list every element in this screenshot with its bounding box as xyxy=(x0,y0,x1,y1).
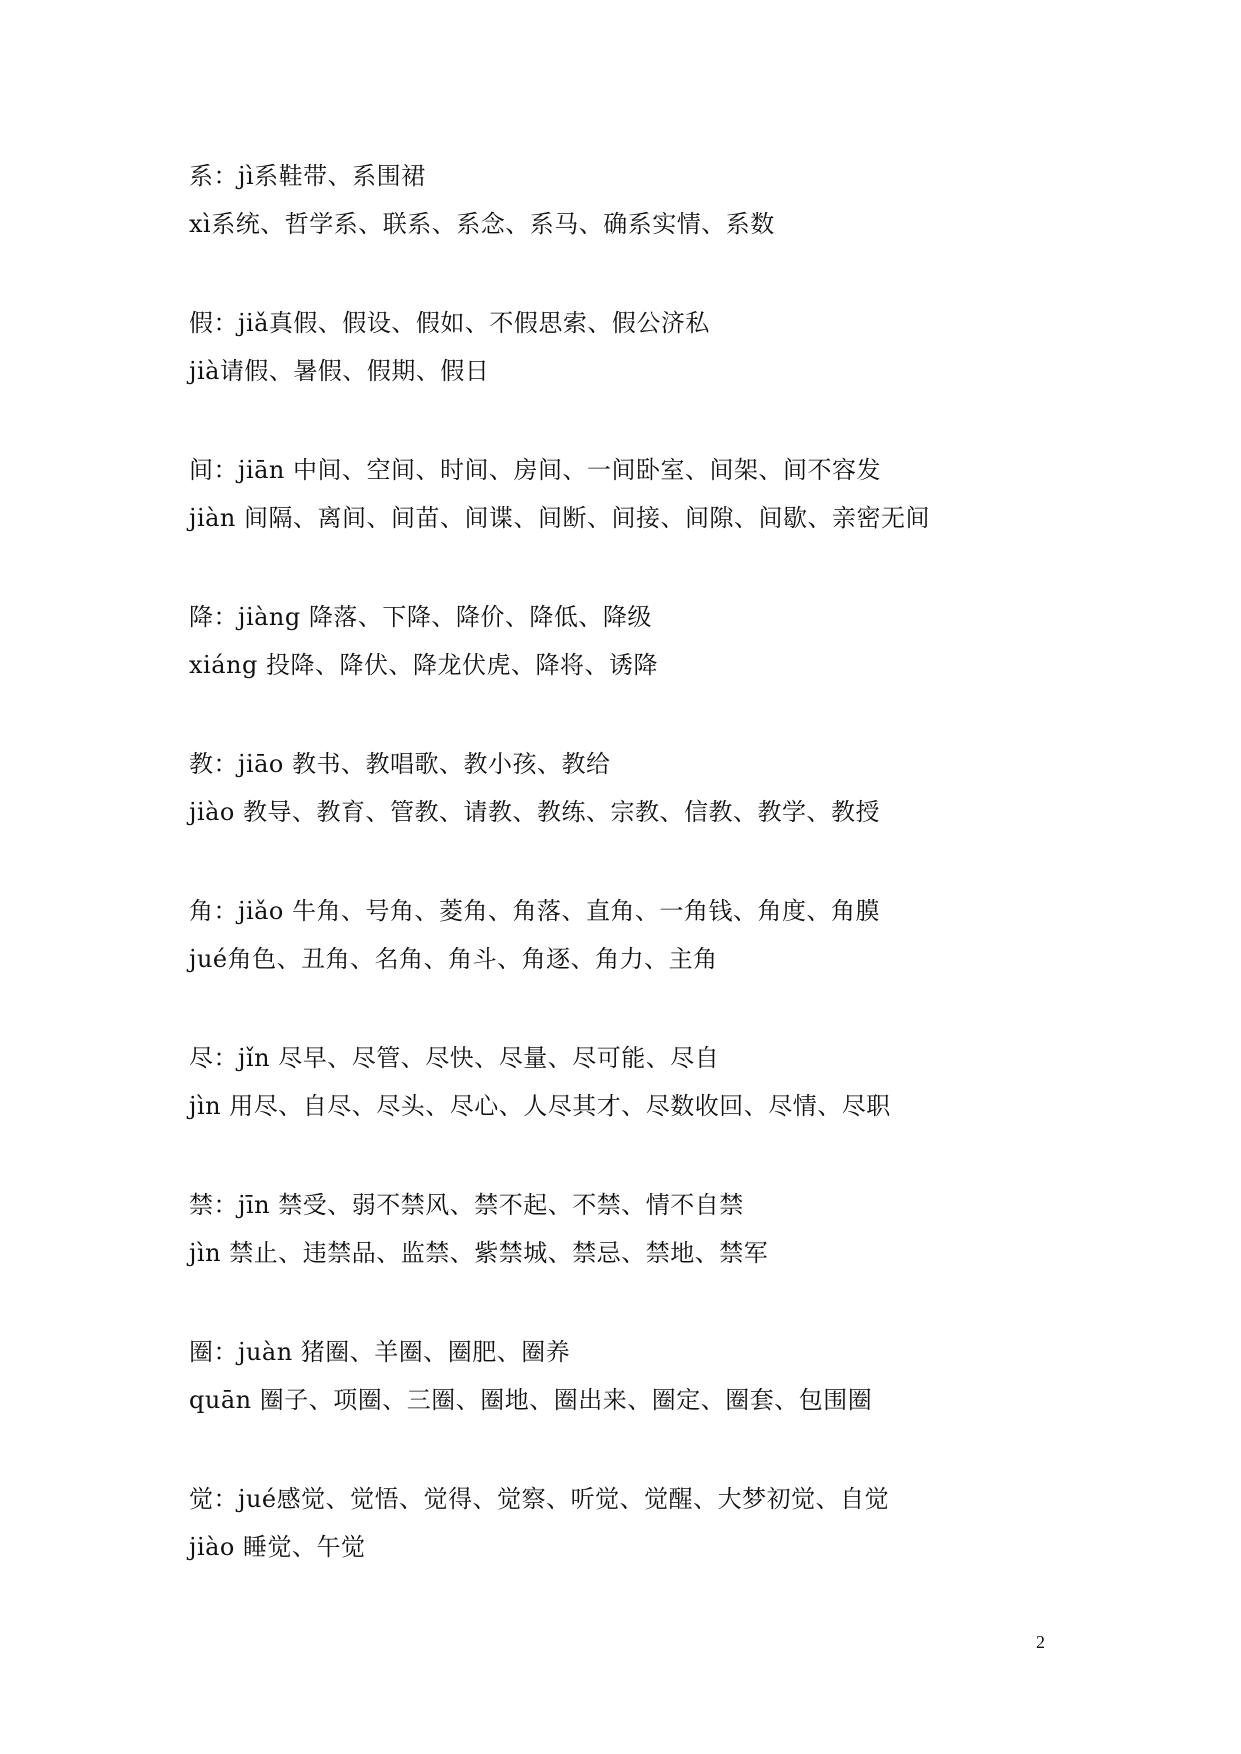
reading-line: jiào 教导、教育、管教、请教、教练、宗教、信教、教学、教授 xyxy=(189,798,881,826)
reading-line: jué角色、丑角、名角、角斗、角逐、角力、主角 xyxy=(189,945,718,973)
reading-line: quān 圈子、项圈、三圈、圈地、圈出来、圈定、圈套、包围圈 xyxy=(189,1386,873,1414)
entry-jiao-horn xyxy=(189,887,1169,1034)
entry-jin-exhaust xyxy=(189,1034,1169,1181)
reading-line: xì系统、哲学系、联系、系念、系马、确系实情、系数 xyxy=(189,210,775,238)
entry-jian xyxy=(189,446,1169,593)
entry-quan xyxy=(189,1328,1169,1475)
reading-line: jiàn 间隔、离间、间苗、间谍、间断、间接、间隙、间歇、亲密无间 xyxy=(189,504,931,532)
reading-line: 禁：jīn 禁受、弱不禁风、禁不起、不禁、情不自禁 xyxy=(189,1191,744,1219)
reading-line: 角：jiǎo 牛角、号角、菱角、角落、直角、一角钱、角度、角膜 xyxy=(189,897,881,925)
entry-jiao-teach xyxy=(189,740,1169,887)
entry-jin-forbid xyxy=(189,1181,1169,1328)
reading-line: 假：jiǎ真假、假设、假如、不假思索、假公济私 xyxy=(189,309,710,337)
entry-jiang xyxy=(189,593,1169,740)
polyphone-list xyxy=(189,152,1169,1622)
entry-jue xyxy=(189,1475,1169,1622)
reading-line: 间：jiān 中间、空间、时间、房间、一间卧室、间架、间不容发 xyxy=(189,456,882,484)
reading-line: 系：jì系鞋带、系围裙 xyxy=(189,162,426,190)
reading-line: 降：jiàng 降落、下降、降价、降低、降级 xyxy=(189,603,652,631)
reading-line: 觉：jué感觉、觉悟、觉得、觉察、听觉、觉醒、大梦初觉、自觉 xyxy=(189,1485,890,1513)
entry-xi xyxy=(189,152,1169,299)
reading-line: 教：jiāo 教书、教唱歌、教小孩、教给 xyxy=(189,750,611,778)
reading-line: jiào 睡觉、午觉 xyxy=(189,1533,366,1561)
page-number: 2 xyxy=(1036,1632,1045,1652)
reading-line: jià请假、暑假、假期、假日 xyxy=(189,357,490,385)
entry-jia xyxy=(189,299,1169,446)
reading-line: 圈：juàn 猪圈、羊圈、圈肥、圈养 xyxy=(189,1338,571,1366)
reading-line: jìn 禁止、违禁品、监禁、紫禁城、禁忌、禁地、禁军 xyxy=(189,1239,769,1267)
reading-line: 尽：jǐn 尽早、尽管、尽快、尽量、尽可能、尽自 xyxy=(189,1044,720,1072)
reading-line: jìn 用尽、自尽、尽头、尽心、人尽其才、尽数收回、尽情、尽职 xyxy=(189,1092,891,1120)
reading-line: xiáng 投降、降伏、降龙伏虎、降将、诱降 xyxy=(189,651,658,679)
